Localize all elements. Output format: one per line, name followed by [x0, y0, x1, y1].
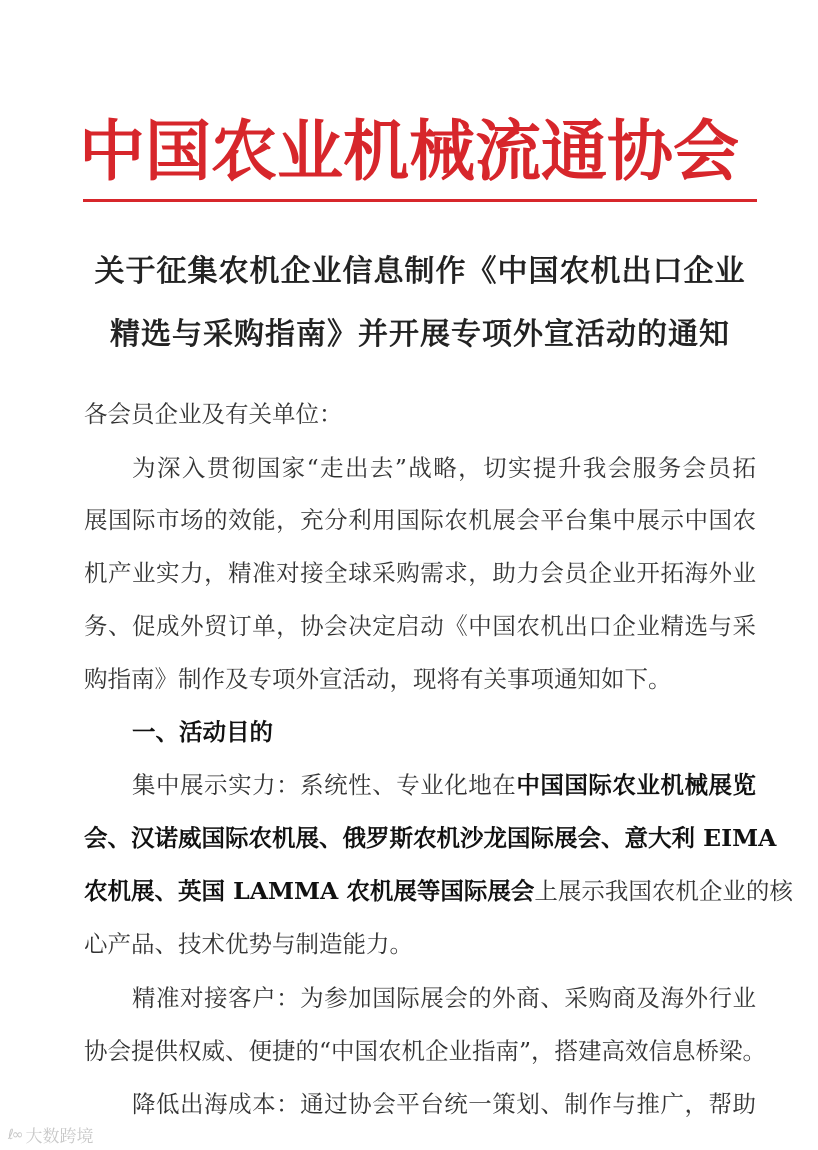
- bold-text: 农机展、英国 LAMMA 农机展等国际展会: [84, 877, 535, 905]
- body-text: 机产业实力，精准对接全球采购需求，助力会员企业开拓海外业: [84, 559, 756, 587]
- bold-text: 一、活动目的: [132, 718, 273, 746]
- organization-title: 中国农业机械流通协会: [79, 113, 739, 190]
- body-line: [132, 452, 756, 484]
- notice-title-line-2: 精选与采购指南》并开展专项外宣活动的通知: [110, 317, 730, 352]
- body-text: 协会提供权威、便捷的“中国农机企业指南”，搭建高效信息桥梁。: [84, 1037, 767, 1065]
- body-line: [84, 928, 756, 960]
- body-text: 购指南》制作及专项外宣活动，现将有关事项通知如下。: [84, 665, 672, 693]
- body-line: [84, 1035, 767, 1067]
- body-text: 精准对接客户：为参加国际展会的外商、采购商及海外行业: [132, 984, 756, 1012]
- body-line: [84, 504, 756, 536]
- watermark-logo-icon: ℓ∞: [8, 1126, 22, 1143]
- notice-title-line-1: 关于征集农机企业信息制作《中国农机出口企业: [94, 254, 746, 289]
- body-line: [84, 875, 793, 907]
- body-text: 集中展示实力：系统性、专业化地在: [132, 771, 517, 799]
- body-line: [84, 557, 756, 589]
- red-divider: [83, 199, 757, 202]
- body-line: [84, 610, 756, 642]
- body-line: [84, 822, 777, 854]
- body-text: 各会员企业及有关单位：: [84, 400, 343, 428]
- bold-text: 会、汉诺威国际农机展、俄罗斯农机沙龙国际展会、意大利 EIMA: [84, 824, 777, 852]
- watermark-text: 大数跨境: [25, 1127, 94, 1147]
- body-line: [132, 769, 756, 801]
- body-line: [132, 716, 756, 748]
- body-text: 展国际市场的效能，充分利用国际农机展会平台集中展示中国农: [84, 506, 756, 534]
- body-text: 心产品、技术优势与制造能力。: [84, 930, 413, 958]
- body-line: [84, 398, 756, 430]
- body-line: [84, 663, 756, 695]
- body-text: 上展示我国农机企业的核: [534, 877, 793, 905]
- body-text: 为深入贯彻国家“走出去”战略，切实提升我会服务会员拓: [132, 454, 756, 482]
- body-line: [132, 1088, 756, 1120]
- watermark: [8, 1122, 93, 1147]
- bold-text: 中国国际农业机械展览: [516, 771, 757, 799]
- body-line: [132, 982, 756, 1014]
- body-text: 务、促成外贸订单，协会决定启动《中国农机出口企业精选与采: [84, 612, 756, 640]
- body-text: 降低出海成本：通过协会平台统一策划、制作与推广，帮助: [132, 1090, 756, 1118]
